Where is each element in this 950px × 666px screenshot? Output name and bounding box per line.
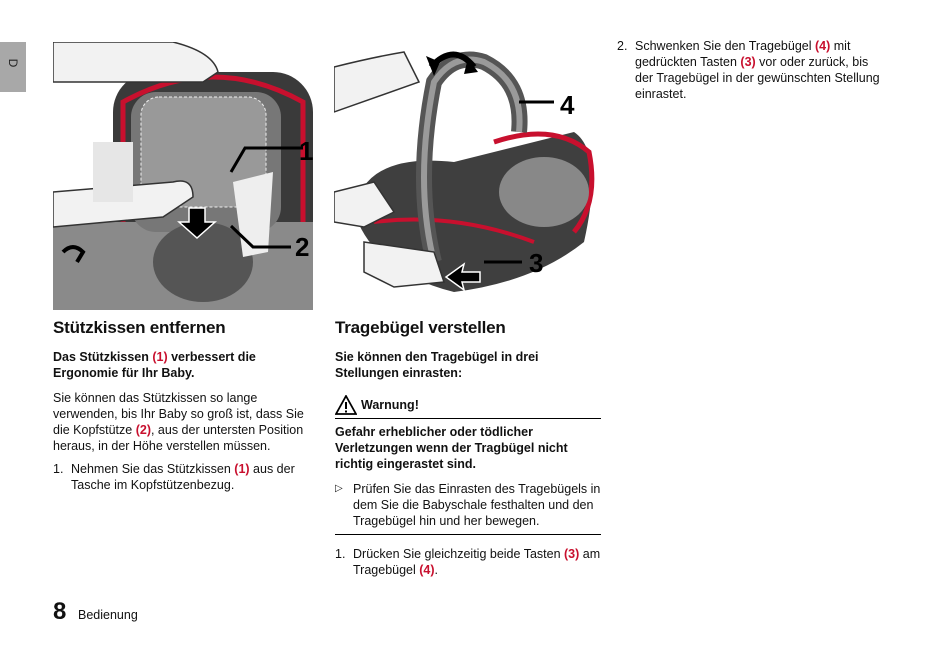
page-number: 8 [53,598,67,625]
support-cushion-illustration [53,42,317,310]
bullet-arrow-icon: ▷ [335,483,343,494]
callout-3: 3 [529,248,544,278]
callout-1: 1 [299,136,314,166]
language-tab [0,42,26,92]
support-cushion-body: Sie können das Stützkissen so lange verwenden, bis Ihr Baby so groß ist, dass Sie die Kopfstütze (2), aus der untersten Position heraus, in der Höhe verstellen müssen. [53,391,304,453]
support-cushion-step-1: 1. Nehmen Sie das Stützkissen (1) aus der Tasche im Kopfstützenbezug. [53,462,295,492]
warning-divider [335,534,601,535]
carry-handle-illustration [334,42,604,310]
warning-text: Gefahr erheblicher oder tödlicher Verletzungen wenn der Tragbügel nicht richtig eingerastet sind. [335,425,568,471]
warning-check-item: ▷ Prüfen Sie das Einrasten des Tragebügels in dem Sie die Babyschale festhalten und den Tragebügel hin und her bewegen. [335,482,601,528]
column-carry-handle [335,318,601,578]
carry-handle-lead: Sie können den Tragebügel in drei Stellungen einrasten: [335,350,539,380]
carry-handle-step-2: 2. Schwenken Sie den Tragebügel (4) mit gedrückten Tasten (3) vor oder zurück, bis der Tragebügel in der gewünschten Stellung einrastet. [617,39,880,101]
warning-header [335,395,601,419]
carry-handle-step-1: 1. Drücken Sie gleichzeitig beide Tasten (3) am Tragebügel (4). [335,547,601,577]
section-title-carry-handle: Tragebügel verstellen [335,318,506,337]
callout-2: 2 [295,232,310,262]
section-title-support-cushion: Stützkissen entfernen [53,318,226,337]
footer-section: Bedienung [78,608,138,622]
warning-icon [335,395,357,415]
column-continuation [617,38,887,102]
support-cushion-lead: Das Stützkissen (1) verbessert die Ergonomie für Ihr Baby. [53,350,256,380]
callout-4: 4 [560,90,575,120]
language-tab-label: D [6,58,20,68]
column-support-cushion [53,318,317,493]
warning-label: Warnung! [361,398,419,412]
